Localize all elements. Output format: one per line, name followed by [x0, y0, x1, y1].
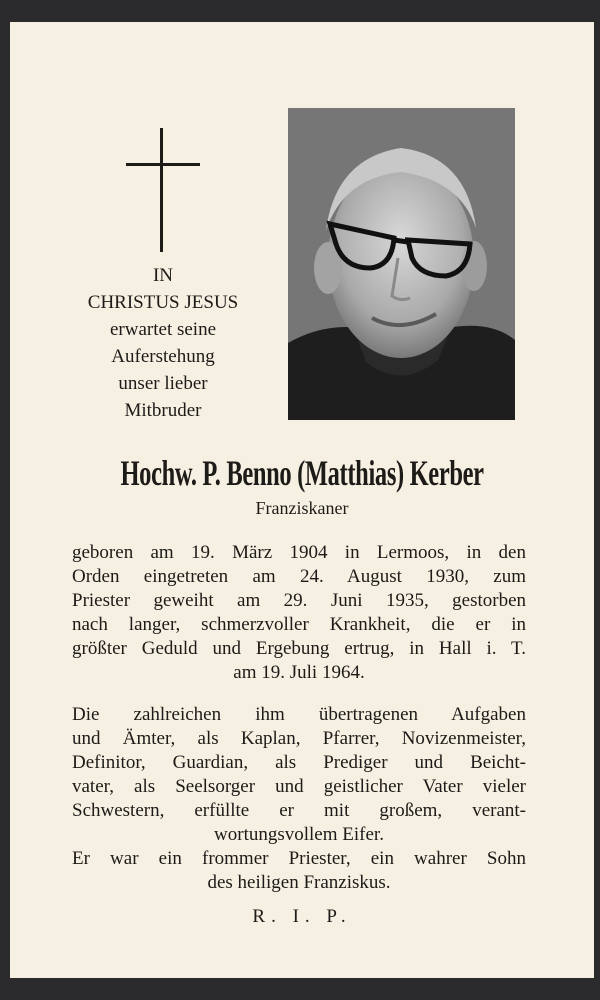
rip-closing: R. I. P. [252, 906, 352, 927]
cross-icon [126, 128, 200, 252]
tribute-line: des heiligen Franziskus. [207, 872, 391, 893]
intro-line: Mitbruder [124, 400, 202, 421]
memorial-card [10, 22, 594, 978]
biography-line: am 19. Juli 1964. [233, 662, 365, 683]
tribute-paragraph [72, 703, 526, 895]
intro-line: unser lieber [118, 373, 208, 394]
biography-line: Orden eingetreten am 24. August 1930, zum [72, 566, 526, 587]
biography-line: nach langer, schmerzvoller Krankheit, die er in [72, 614, 526, 635]
biography-line: größter Geduld und Ergebung ertrug, in Hall i. T. [72, 638, 526, 659]
tribute-line: Definitor, Guardian, als Prediger und Beicht- [72, 752, 526, 773]
intro-text [50, 262, 276, 424]
intro-line: CHRISTUS JESUS [87, 292, 239, 313]
biography-line: geboren am 19. März 1904 in Lermoos, in den [72, 542, 526, 563]
deceased-name-text: Hochw. P. Benno (Matthias) Kerber [120, 453, 484, 493]
tribute-line: wortungsvollem Eifer. [214, 824, 384, 845]
tribute-line: Schwestern, erfüllte er mit großem, verant- [72, 800, 526, 821]
tribute-line: vater, als Seelsorger und geistlicher Vater vieler [72, 776, 526, 797]
biography-paragraph [72, 541, 526, 685]
tribute-line: und Ämter, als Kaplan, Pfarrer, Novizenmeister, [72, 728, 526, 749]
biography-line: Priester geweiht am 29. Juni 1935, gestorben [72, 590, 526, 611]
tribute-line: Er war ein frommer Priester, ein wahrer Sohn [72, 848, 526, 869]
tribute-line: Die zahlreichen ihm übertragenen Aufgaben [72, 704, 526, 725]
intro-line: erwartet seine [109, 319, 217, 340]
intro-line: IN [152, 265, 174, 286]
portrait-photo [288, 108, 515, 420]
intro-line: Auferstehung [111, 346, 215, 367]
order-label: Franziskaner [255, 498, 349, 518]
deceased-name [10, 452, 594, 494]
